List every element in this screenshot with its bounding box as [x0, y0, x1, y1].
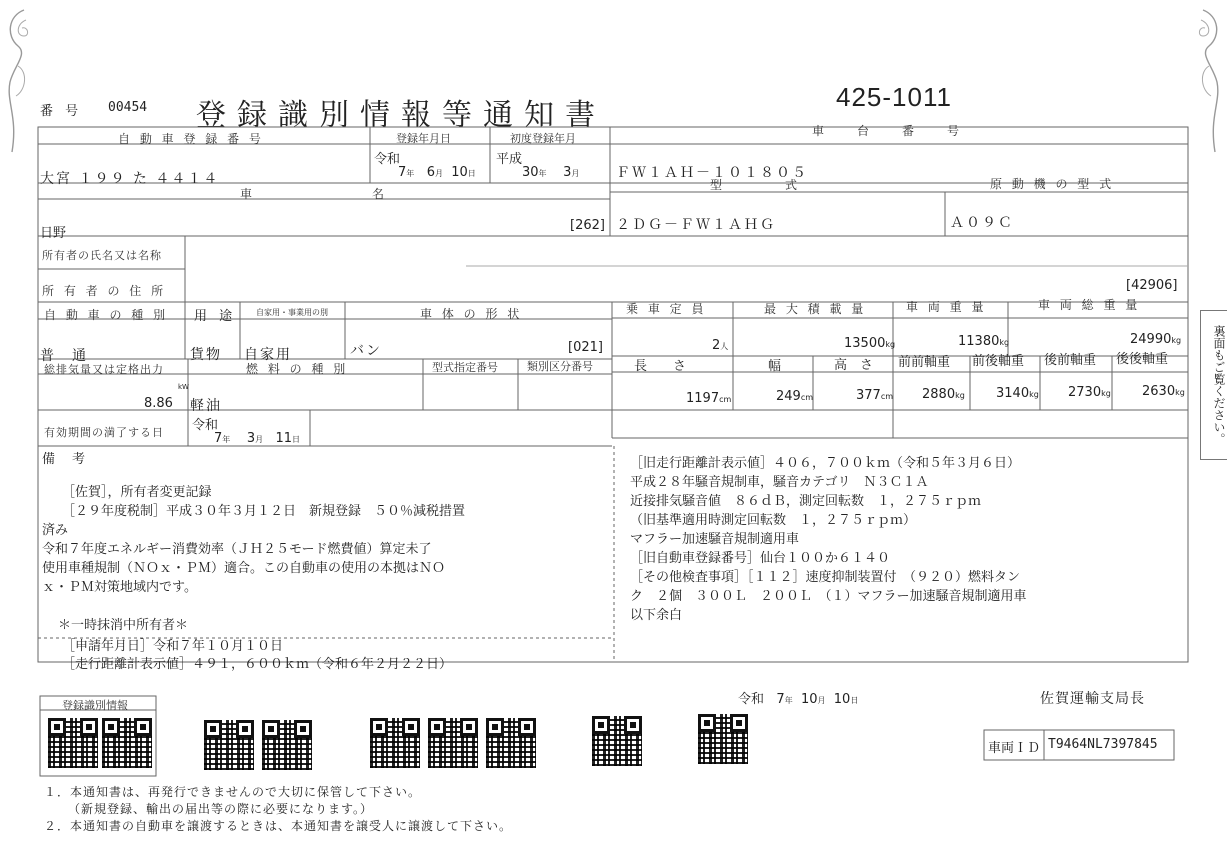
- remarks-right-line: 以下余白: [630, 608, 683, 623]
- remarks-left-line: ＊一時抹消中所有者＊: [58, 618, 189, 633]
- expiry-year: 7: [214, 431, 223, 446]
- rear-rear-axle: 2630: [1142, 384, 1176, 399]
- use: 貨物: [190, 347, 222, 363]
- chassis-number: ＦＷ１ＡＨ－１０１８０５: [616, 165, 808, 181]
- reg-month: 6: [426, 165, 435, 180]
- displacement-label: 総排気量又は定格出力: [44, 363, 164, 376]
- notes: [44, 784, 512, 835]
- odometer-reading: ［走行距離計表示値］４９１，６００ｋｍ（令和６年２月２２日）: [62, 657, 453, 672]
- front-front-axle-label: 前前軸重: [898, 355, 951, 370]
- remarks-right: [630, 454, 1027, 625]
- remarks-left-line: ［佐賀］，所有者変更記録: [62, 485, 212, 500]
- remarks-left-line: 済み: [42, 523, 69, 538]
- front-rear-axle: 3140: [996, 386, 1030, 401]
- vehicle-id: T9464NL7397845: [1048, 737, 1158, 752]
- qr-code: [48, 718, 98, 768]
- expiry-era: 令和: [192, 418, 219, 433]
- reg-date-label: 登録年月日: [396, 132, 451, 145]
- type-approval-label: 型式指定番号: [432, 361, 498, 374]
- reg-day: 10: [451, 165, 468, 180]
- qr-code: [204, 720, 254, 770]
- expiry-day: 11: [275, 431, 293, 446]
- application-date: ［申請年月日］令和７年１０月１０日: [62, 639, 284, 654]
- rear-front-axle: 2730: [1068, 385, 1102, 400]
- kw-unit: kW: [178, 383, 189, 391]
- qr-code: [698, 714, 748, 764]
- owner-address-label: 所 有 者 の 住 所: [42, 284, 167, 298]
- remarks-right-line: ［その他検査事項］［１１２］速度抑制装置付 （９２０）燃料タン: [630, 570, 1021, 585]
- vehicle-type-label: 自 動 車 の 種 別: [44, 308, 169, 322]
- qr-code: [428, 718, 478, 768]
- private-label: 自家用・事業用の別: [256, 308, 328, 317]
- rear-front-axle-label: 後前軸重: [1044, 353, 1097, 368]
- remarks-left-line: [42, 597, 465, 616]
- chassis-number-label: 車 台 番 号: [812, 124, 963, 138]
- note-line: ２．本通知書の自動車を譲渡するときは、本通知書を譲受人に譲渡して下さい。: [44, 819, 513, 833]
- remarks-right-line: （旧基準適用時測定回転数 １，２７５ｒｐｍ）: [630, 513, 917, 528]
- vehicle-weight: 11380: [958, 334, 1000, 349]
- qr-box-label: 登録識別情報: [62, 699, 128, 712]
- remarks-left-bottom: [62, 638, 452, 674]
- first-reg-year: 30: [522, 165, 539, 180]
- issue-era: 令和: [738, 692, 765, 707]
- remarks-left: [42, 464, 465, 654]
- vehicle-weight-label: 車 両 重 量: [906, 300, 987, 314]
- vehicle-name-label: 車 名: [240, 187, 395, 201]
- qr-code: [486, 718, 536, 768]
- document-number: 00454: [108, 100, 148, 115]
- reg-year: 7: [398, 165, 407, 180]
- max-load-label: 最 大 積 載 量: [764, 302, 867, 316]
- capacity: 2: [712, 338, 721, 353]
- reg-number: 大宮 １９９ た ４４１４: [40, 171, 220, 187]
- fuel-type-label: 燃 料 の 種 別: [246, 362, 349, 376]
- remarks-right-line: ［旧走行距離計表示値］４０６，７００ｋｍ（令和５年３月６日）: [630, 456, 1021, 471]
- width: 249: [776, 389, 801, 404]
- remarks-right-line: ク ２個 ３００Ｌ ２００Ｌ （１）マフラー加速騒音規制適用車: [630, 589, 1027, 604]
- front-rear-axle-label: 前後軸重: [972, 354, 1025, 369]
- expiry-month: 3: [246, 431, 256, 446]
- width-label: 幅: [768, 359, 782, 374]
- side-note: 裏面もご覧ください。: [1200, 310, 1227, 460]
- note-line: （新規登録、輸出の届出等の際に必要になります。）: [68, 802, 374, 816]
- body-shape: バン: [350, 343, 382, 359]
- remarks-label: 備 考: [42, 452, 88, 467]
- remarks-right-line: マフラー加速騒音規制適用車: [630, 532, 800, 547]
- reg-number-label: 自 動 車 登 録 番 号: [118, 132, 264, 146]
- body-shape-code: [021]: [568, 340, 603, 355]
- expiry-label: 有効期間の満了する日: [44, 426, 164, 439]
- height: 377: [856, 388, 881, 403]
- model-label: 型 式: [710, 178, 801, 192]
- issuer: 佐賀運輸支局長: [1040, 691, 1145, 707]
- rear-rear-axle-label: 後後軸重: [1116, 352, 1169, 367]
- front-front-axle: 2880: [922, 387, 956, 402]
- reg-era: 令和: [374, 152, 401, 167]
- qr-code: [102, 718, 152, 768]
- owner-name-label: 所有者の氏名又は名称: [42, 249, 162, 262]
- engine-model-label: 原 動 機 の 型 式: [990, 177, 1115, 191]
- issue-month: 10: [800, 692, 818, 707]
- remarks-left-line: ［２９年度税制］平成３０年３月１２日 新規登録 ５０％減税措置: [62, 504, 466, 519]
- engine-model: Ａ０９Ｃ: [950, 215, 1014, 231]
- model: ２ＤＧ－ＦＷ１ＡＨＧ: [616, 217, 776, 233]
- displacement: 8.86: [144, 396, 173, 411]
- remarks-right-line: ［旧自動車登録番号］仙台１００か６１４０: [630, 551, 891, 566]
- issue-day: 10: [833, 692, 851, 707]
- vehicle-name: 日野: [40, 226, 67, 241]
- qr-code: [262, 720, 312, 770]
- remarks-left-line: 使用車種規制（ＮＯｘ・ＰＭ）適合。この自動車の使用の本拠はＮＯ: [42, 561, 446, 576]
- use-label: 用 途: [194, 309, 237, 324]
- remarks-left-line: ｘ・ＰＭ対策地域内です。: [42, 580, 197, 595]
- remarks-right-line: 平成２８年騒音規制車，騒音カテゴリ Ｎ３Ｃ１Ａ: [630, 475, 929, 490]
- qr-code: [592, 716, 642, 766]
- gross-weight: 24990: [1130, 332, 1172, 347]
- note-line: １．本通知書は、再発行できませんので大切に保管して下さい。: [44, 785, 422, 799]
- gross-weight-label: 車 両 総 重 量: [1038, 298, 1141, 312]
- length-label: 長 さ: [634, 359, 687, 374]
- first-reg-era: 平成: [496, 152, 523, 167]
- vehicle-name-code: [262]: [570, 218, 605, 233]
- vehicle-type: 普 通: [40, 348, 88, 364]
- document-title: 登録識別情報等通知書: [196, 98, 606, 133]
- height-label: 高 さ: [834, 358, 874, 373]
- remarks-left-line: 令和７年度エネルギー消費効率（ＪＨ２５モード燃費値）算定未了: [42, 542, 432, 557]
- document-number-label: 番 号: [40, 104, 83, 119]
- length: 1197: [686, 391, 720, 406]
- address-code: [42906]: [1126, 278, 1178, 293]
- vehicle-id-label: 車両ＩＤ: [988, 741, 1041, 756]
- capacity-label: 乗 車 定 員: [626, 302, 707, 316]
- fuel-type: 軽油: [190, 398, 222, 414]
- qr-code: [370, 718, 420, 768]
- max-load: 13500: [844, 336, 886, 351]
- category-number-label: 類別区分番号: [527, 360, 593, 373]
- private-business: 自家用: [244, 347, 292, 363]
- first-reg-label: 初度登録年月: [510, 132, 576, 145]
- handwritten-id: 425-1011: [836, 82, 952, 112]
- issue-year: 7: [776, 692, 785, 707]
- first-reg-month: 3: [563, 165, 572, 180]
- body-shape-label: 車 体 の 形 状: [420, 307, 523, 321]
- remarks-right-line: 近接排気騒音値 ８６ｄＢ，測定回転数 １，２７５ｒｐｍ: [630, 494, 982, 509]
